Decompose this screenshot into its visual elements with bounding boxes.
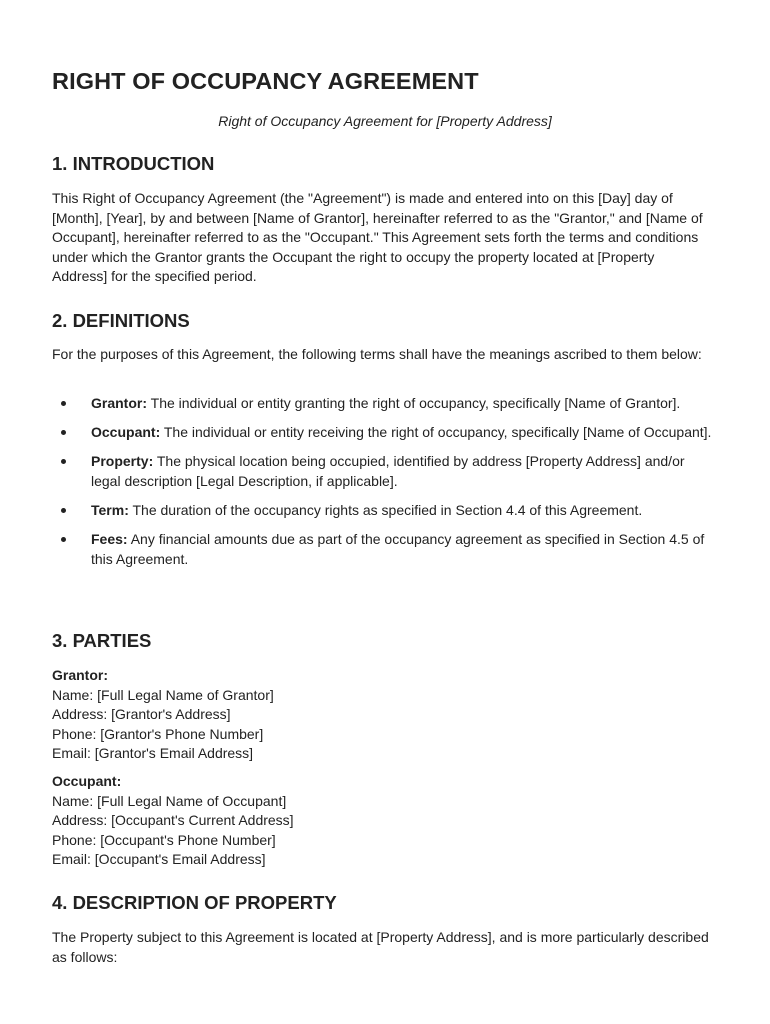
definitions-list <box>52 394 712 579</box>
bullet-icon <box>61 537 66 542</box>
grantor-label: Grantor: <box>52 667 108 683</box>
definition-term: Grantor: <box>91 395 147 411</box>
definitions-intro: For the purposes of this Agreement, the following terms shall have the meanings ascribed to them below: <box>52 346 702 362</box>
bullet-icon <box>61 459 66 464</box>
definition-text: The duration of the occupancy rights as specified in Section 4.4 of this Agreement. <box>128 502 643 519</box>
definition-term: Fees: <box>91 531 128 548</box>
section-heading-property: 4. DESCRIPTION OF PROPERTY <box>52 892 337 913</box>
definition-text: The physical location being occupied, identified by address [Property Address] and/or legal description [Legal Description, if applicable]. <box>91 453 685 489</box>
definition-term: Term: <box>91 502 129 519</box>
definition-text: Any financial amounts due as part of the occupancy agreement as specified in Section 4.5 of this Agreement. <box>91 531 705 567</box>
bullet-icon <box>61 430 66 435</box>
section-heading-parties: 3. PARTIES <box>52 630 152 651</box>
list-item <box>52 423 712 443</box>
section-heading-introduction: 1. INTRODUCTION <box>52 153 215 174</box>
grantor-name: Name: [Full Legal Name of Grantor] <box>52 686 274 703</box>
bullet-icon <box>61 508 66 513</box>
document-subtitle: Right of Occupancy Agreement for [Property Address] <box>218 113 552 129</box>
bullet-icon <box>61 401 66 406</box>
occupant-name: Name: [Full Legal Name of Occupant] <box>52 792 287 809</box>
occupant-address: Address: [Occupant's Current Address] <box>52 812 294 829</box>
grantor-phone: Phone: [Grantor's Phone Number] <box>52 725 264 742</box>
definition-text: The individual or entity granting the right of occupancy, specifically [Name of Grantor]. <box>147 395 681 411</box>
definition-term: Property: <box>91 453 154 470</box>
occupant-label: Occupant: <box>52 773 122 789</box>
occupant-phone: Phone: [Occupant's Phone Number] <box>52 831 276 848</box>
grantor-address: Address: [Grantor's Address] <box>52 706 231 723</box>
definition-term: Occupant: <box>91 424 161 441</box>
grantor-block <box>52 666 274 764</box>
property-paragraph: The Property subject to this Agreement is located at [Property Address], and is more particularly described as follows: <box>52 929 709 965</box>
list-item <box>52 452 712 491</box>
document-title: RIGHT OF OCCUPANCY AGREEMENT <box>52 68 479 94</box>
list-item <box>52 501 712 521</box>
occupant-block <box>52 772 294 870</box>
list-item <box>52 394 712 414</box>
grantor-email: Email: [Grantor's Email Address] <box>52 745 254 762</box>
list-item <box>52 530 712 569</box>
definition-text: The individual or entity receiving the right of occupancy, specifically [Name of Occupant]. <box>160 424 712 441</box>
introduction-paragraph: This Right of Occupancy Agreement (the "Agreement") is made and entered into on this [Day] day of [Month], [Year], by and between [Name of Grantor], hereinafter referred to as the "Grantor," and [Name of Occupant], hereinafter referred to as the "Occupant." This Agreement sets forth the terms and conditions under which the Grantor grants the Occupant the right to occupy the property located at [Property Address] for the specified period. <box>52 190 703 285</box>
occupant-email: Email: [Occupant's Email Address] <box>52 851 266 868</box>
section-heading-definitions: 2. DEFINITIONS <box>52 310 190 331</box>
